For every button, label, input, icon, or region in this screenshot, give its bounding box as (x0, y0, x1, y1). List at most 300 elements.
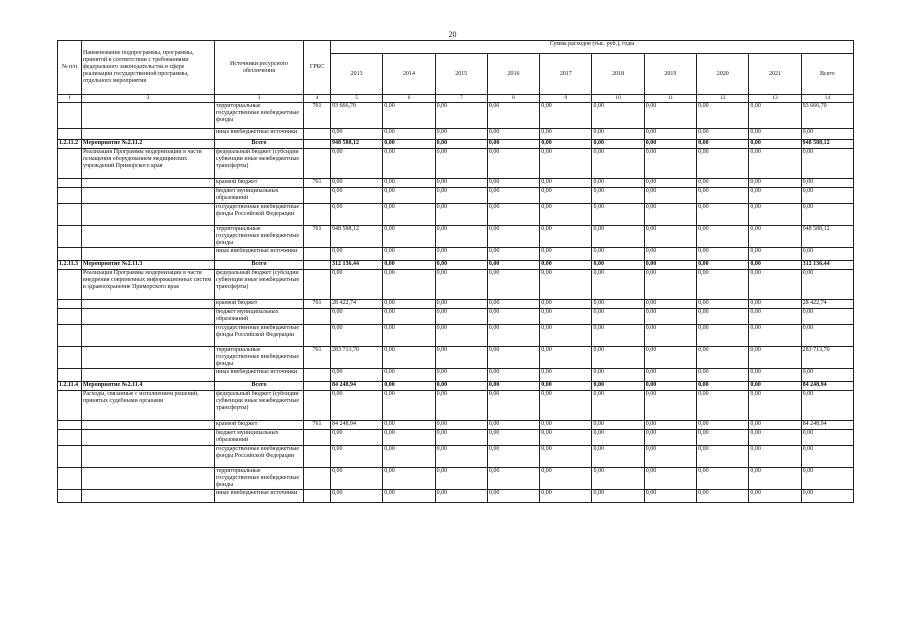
row-value: 0,00 (697, 391, 749, 421)
row-value: 0,00 (749, 421, 801, 430)
table-row (58, 300, 854, 309)
row-value: 0,00 (644, 309, 696, 325)
row-grbs: 761 (304, 179, 331, 188)
row-source: бюджет муниципальных образований (215, 309, 304, 325)
row-value: 0,00 (592, 347, 644, 369)
row-value: 0,00 (383, 490, 435, 503)
row-value: 0,00 (749, 382, 801, 391)
row-source: государственные внебюджетные фонды Российской Федерации (215, 446, 304, 468)
header-year: 2020 (697, 54, 749, 95)
row-name (82, 226, 215, 248)
column-number: 1 (58, 95, 82, 103)
row-name (82, 129, 215, 140)
row-index (58, 421, 82, 430)
row-value: 0,00 (435, 325, 487, 347)
row-name (82, 300, 215, 309)
row-value: 0,00 (435, 309, 487, 325)
row-value: 0,00 (592, 430, 644, 446)
row-value: 0,00 (383, 261, 435, 270)
row-value: 0,00 (697, 300, 749, 309)
row-value: 0,00 (435, 446, 487, 468)
row-value: 0,00 (487, 204, 539, 226)
row-value: 0,00 (540, 369, 592, 382)
row-value: 0,00 (592, 140, 644, 149)
row-value: 0,00 (331, 369, 383, 382)
row-value: 0,00 (644, 446, 696, 468)
row-value: 0,00 (592, 421, 644, 430)
row-value: 0,00 (435, 204, 487, 226)
row-value: 0,00 (644, 369, 696, 382)
row-value: 0,00 (540, 248, 592, 261)
table-row (58, 391, 854, 421)
row-name (82, 179, 215, 188)
row-source: краевой бюджет (215, 300, 304, 309)
row-value: 0,00 (592, 300, 644, 309)
row-name (82, 369, 215, 382)
row-value: 0,00 (435, 300, 487, 309)
row-value: 28 422,74 (331, 300, 383, 309)
row-value: 0,00 (435, 391, 487, 421)
row-grbs (304, 430, 331, 446)
row-value: 0,00 (331, 129, 383, 140)
row-value: 0,00 (540, 382, 592, 391)
row-value: 0,00 (435, 129, 487, 140)
column-number: 7 (435, 95, 487, 103)
row-value: 0,00 (540, 270, 592, 300)
row-value: 0,00 (435, 226, 487, 248)
row-value: 0,00 (331, 188, 383, 204)
row-name (82, 421, 215, 430)
row-source: бюджет муниципальных образований (215, 188, 304, 204)
column-number: 8 (487, 95, 539, 103)
column-number: 12 (697, 95, 749, 103)
table-row (58, 129, 854, 140)
row-source: территориальные государственные внебюджетные фонды (215, 347, 304, 369)
row-value: 28 422,74 (801, 300, 853, 309)
row-name (82, 446, 215, 468)
row-value: 0,00 (749, 179, 801, 188)
row-value: 0,00 (487, 325, 539, 347)
header-year: 2017 (540, 54, 592, 95)
row-source: федеральный бюджет (субсидии субвенции иные межбюджетные трансферты) (215, 391, 304, 421)
row-value: 0,00 (435, 421, 487, 430)
row-value: 0,00 (540, 490, 592, 503)
header-source: Источники ресурсного обеспечения (215, 41, 304, 95)
row-value: 0,00 (644, 300, 696, 309)
row-value: 0,00 (540, 188, 592, 204)
row-value: 0,00 (383, 391, 435, 421)
row-source: федеральный бюджет (субсидии субвенции иные межбюджетные трансферты) (215, 149, 304, 179)
row-value: 0,00 (801, 204, 853, 226)
row-value: 0,00 (592, 188, 644, 204)
row-value: 283 713,70 (801, 347, 853, 369)
row-value: 0,00 (383, 325, 435, 347)
row-value: 0,00 (435, 270, 487, 300)
row-value: 0,00 (592, 369, 644, 382)
table-row (58, 421, 854, 430)
row-value: 0,00 (697, 421, 749, 430)
row-value: 0,00 (487, 391, 539, 421)
row-value: 0,00 (801, 325, 853, 347)
row-grbs: 761 (304, 300, 331, 309)
row-value: 0,00 (644, 188, 696, 204)
row-source: Всего (215, 261, 304, 270)
row-grbs (304, 382, 331, 391)
row-value: 0,00 (592, 149, 644, 179)
header-name: Наименование подпрограммы, программы, принятой в соответствии с требованиями федерального законодательства в сфере реализации государственной программы, отдельного мероприятия (82, 41, 215, 95)
row-value: 0,00 (487, 468, 539, 490)
row-value: 93 666,70 (801, 103, 853, 129)
row-value: 0,00 (697, 140, 749, 149)
row-value: 0,00 (383, 188, 435, 204)
table-row (58, 430, 854, 446)
row-name: Расходы, связанные с исполнением решений, принятых судебными органами (82, 391, 215, 421)
column-number: 5 (331, 95, 383, 103)
header-year: 2014 (383, 54, 435, 95)
table-row (58, 468, 854, 490)
row-value: 0,00 (801, 179, 853, 188)
row-index (58, 309, 82, 325)
table-row (58, 347, 854, 369)
row-value: 0,00 (592, 226, 644, 248)
row-value: 84 248,94 (331, 421, 383, 430)
column-number: 10 (592, 95, 644, 103)
header-index: № п/п (58, 41, 82, 95)
row-grbs (304, 468, 331, 490)
row-value: 0,00 (749, 325, 801, 347)
row-value: 0,00 (487, 103, 539, 129)
row-value: 0,00 (592, 103, 644, 129)
row-value: 0,00 (592, 270, 644, 300)
row-source: Всего (215, 382, 304, 391)
row-value: 0,00 (540, 347, 592, 369)
row-source: государственные внебюджетные фонды Российской Федерации (215, 204, 304, 226)
row-value: 0,00 (644, 382, 696, 391)
table-row (58, 179, 854, 188)
row-value: 0,00 (749, 430, 801, 446)
row-value: 0,00 (644, 347, 696, 369)
row-value: 0,00 (644, 129, 696, 140)
row-value: 0,00 (383, 421, 435, 430)
row-value: 0,00 (592, 468, 644, 490)
row-value: 0,00 (540, 325, 592, 347)
row-index (58, 391, 82, 421)
table-row (58, 226, 854, 248)
row-value: 0,00 (540, 179, 592, 188)
header-year: 2016 (487, 54, 539, 95)
row-value: 0,00 (697, 129, 749, 140)
row-value: 0,00 (801, 446, 853, 468)
row-value: 0,00 (487, 261, 539, 270)
row-value: 0,00 (801, 430, 853, 446)
table-row (58, 261, 854, 270)
table-row (58, 382, 854, 391)
row-value: 0,00 (697, 468, 749, 490)
row-value: 0,00 (540, 468, 592, 490)
row-value: 0,00 (331, 204, 383, 226)
row-index (58, 129, 82, 140)
row-value: 0,00 (540, 140, 592, 149)
row-grbs (304, 369, 331, 382)
row-value: 0,00 (540, 446, 592, 468)
row-value: 0,00 (749, 468, 801, 490)
row-value: 0,00 (540, 391, 592, 421)
row-source: бюджет муниципальных образований (215, 430, 304, 446)
row-value: 0,00 (749, 261, 801, 270)
row-grbs (304, 490, 331, 503)
row-value: 0,00 (697, 382, 749, 391)
table-row (58, 140, 854, 149)
row-value: 0,00 (697, 270, 749, 300)
row-grbs (304, 270, 331, 300)
column-number: 3 (215, 95, 304, 103)
row-name: Мероприятие №2.11.3 (82, 261, 215, 270)
row-index (58, 325, 82, 347)
row-grbs (304, 325, 331, 347)
row-value: 0,00 (644, 140, 696, 149)
table-row (58, 204, 854, 226)
row-value: 0,00 (435, 188, 487, 204)
table-row (58, 369, 854, 382)
row-value: 0,00 (644, 226, 696, 248)
row-value: 0,00 (383, 446, 435, 468)
row-value: 0,00 (435, 261, 487, 270)
row-value: 0,00 (540, 149, 592, 179)
row-value: 0,00 (331, 248, 383, 261)
row-value: 0,00 (383, 248, 435, 261)
row-value: 0,00 (383, 129, 435, 140)
row-value: 0,00 (487, 149, 539, 179)
header-year: Всего (801, 54, 853, 95)
row-value: 0,00 (801, 468, 853, 490)
row-value: 0,00 (487, 179, 539, 188)
column-number: 4 (304, 95, 331, 103)
row-value: 0,00 (644, 430, 696, 446)
row-value: 312 136,44 (801, 261, 853, 270)
row-value: 0,00 (592, 325, 644, 347)
row-name (82, 430, 215, 446)
row-value: 0,00 (540, 421, 592, 430)
row-name (82, 204, 215, 226)
row-value: 0,00 (697, 188, 749, 204)
row-value: 0,00 (749, 149, 801, 179)
row-value: 0,00 (592, 382, 644, 391)
row-value: 0,00 (383, 140, 435, 149)
row-grbs (304, 204, 331, 226)
row-grbs (304, 188, 331, 204)
row-index (58, 204, 82, 226)
row-value: 0,00 (697, 204, 749, 226)
row-value: 0,00 (435, 430, 487, 446)
row-grbs: 761 (304, 421, 331, 430)
row-value: 0,00 (749, 248, 801, 261)
row-value: 0,00 (697, 369, 749, 382)
row-value: 0,00 (383, 226, 435, 248)
row-grbs (304, 129, 331, 140)
row-source: федеральный бюджет (субсидии субвенции иные межбюджетные трансферты) (215, 270, 304, 300)
row-index (58, 270, 82, 300)
row-source: иные внебюджетные источники (215, 129, 304, 140)
row-value: 0,00 (644, 179, 696, 188)
row-value: 0,00 (383, 309, 435, 325)
row-value: 0,00 (383, 347, 435, 369)
row-value: 0,00 (801, 270, 853, 300)
column-number: 6 (383, 95, 435, 103)
row-value: 0,00 (331, 430, 383, 446)
row-value: 0,00 (697, 179, 749, 188)
row-index (58, 149, 82, 179)
row-name: Реализация Программы модернизации в части оснащения оборудованием медицинских учреждений Приморского края (82, 149, 215, 179)
row-source: Всего (215, 140, 304, 149)
row-name (82, 103, 215, 129)
row-name (82, 248, 215, 261)
row-value: 0,00 (487, 446, 539, 468)
row-index (58, 490, 82, 503)
row-source: территориальные государственные внебюджетные фонды (215, 226, 304, 248)
row-value: 0,00 (487, 382, 539, 391)
row-value: 0,00 (435, 140, 487, 149)
page-number: 20 (448, 30, 457, 39)
row-value: 0,00 (487, 369, 539, 382)
row-name (82, 468, 215, 490)
row-value: 0,00 (697, 309, 749, 325)
row-value: 0,00 (331, 468, 383, 490)
row-index (58, 430, 82, 446)
row-value: 0,00 (801, 369, 853, 382)
row-value: 0,00 (383, 300, 435, 309)
header-year: 2019 (644, 54, 696, 95)
row-value: 0,00 (697, 490, 749, 503)
row-value: 0,00 (487, 421, 539, 430)
row-value: 0,00 (435, 369, 487, 382)
row-value: 0,00 (487, 129, 539, 140)
row-name: Реализация Программы модернизации в части внедрения современных информационных систем в здравоохранение Приморского края (82, 270, 215, 300)
row-value: 0,00 (487, 140, 539, 149)
row-value: 0,00 (801, 188, 853, 204)
row-value: 0,00 (644, 421, 696, 430)
row-index (58, 468, 82, 490)
row-value: 0,00 (644, 468, 696, 490)
row-grbs (304, 140, 331, 149)
row-grbs (304, 149, 331, 179)
column-number: 9 (540, 95, 592, 103)
row-value: 0,00 (644, 490, 696, 503)
header-year: 2015 (435, 54, 487, 95)
row-index (58, 369, 82, 382)
row-source: иные внебюджетные источники (215, 248, 304, 261)
row-value: 0,00 (435, 490, 487, 503)
row-name (82, 309, 215, 325)
row-value: 0,00 (383, 430, 435, 446)
row-value: 0,00 (749, 129, 801, 140)
table-row (58, 490, 854, 503)
row-value: 0,00 (644, 248, 696, 261)
row-value: 0,00 (487, 309, 539, 325)
budget-table (57, 40, 854, 503)
row-grbs: 761 (304, 347, 331, 369)
row-value: 948 588,12 (331, 226, 383, 248)
column-number: 13 (749, 95, 801, 103)
column-number: 14 (801, 95, 853, 103)
row-value: 0,00 (435, 248, 487, 261)
row-value: 0,00 (487, 270, 539, 300)
row-value: 0,00 (435, 179, 487, 188)
row-value: 0,00 (592, 446, 644, 468)
row-value: 0,00 (487, 248, 539, 261)
row-value: 0,00 (697, 149, 749, 179)
table-row (58, 270, 854, 300)
row-value: 0,00 (383, 179, 435, 188)
row-value: 84 248,94 (801, 382, 853, 391)
row-value: 0,00 (383, 369, 435, 382)
row-value: 84 248,94 (331, 382, 383, 391)
row-index (58, 226, 82, 248)
row-value: 0,00 (697, 430, 749, 446)
row-value: 0,00 (697, 226, 749, 248)
row-value: 0,00 (749, 300, 801, 309)
row-value: 0,00 (749, 309, 801, 325)
row-grbs (304, 446, 331, 468)
table-row (58, 325, 854, 347)
row-value: 0,00 (644, 261, 696, 270)
row-value: 0,00 (801, 490, 853, 503)
row-index (58, 300, 82, 309)
row-value: 0,00 (435, 103, 487, 129)
header-grbs: ГРБС (304, 41, 331, 95)
row-index: 1.2.11.2 (58, 140, 82, 149)
row-source: иные внебюджетные источники (215, 490, 304, 503)
row-value: 0,00 (383, 103, 435, 129)
row-value: 0,00 (592, 490, 644, 503)
row-source: территориальные государственные внебюджетные фонды (215, 103, 304, 129)
row-value: 84 248,94 (801, 421, 853, 430)
row-grbs (304, 248, 331, 261)
row-value: 0,00 (383, 204, 435, 226)
row-value: 948 588,12 (801, 140, 853, 149)
header-sum: Сумма расходов (тыс. руб.), годы (331, 41, 854, 54)
row-name (82, 347, 215, 369)
row-value: 0,00 (540, 309, 592, 325)
row-index (58, 188, 82, 204)
row-value: 0,00 (487, 347, 539, 369)
row-value: 0,00 (435, 382, 487, 391)
row-source: государственные внебюджетные фонды Российской Федерации (215, 325, 304, 347)
row-value: 312 136,44 (331, 261, 383, 270)
row-value: 0,00 (644, 103, 696, 129)
row-name: Мероприятие №2.11.2 (82, 140, 215, 149)
row-value: 0,00 (592, 129, 644, 140)
row-value: 0,00 (540, 129, 592, 140)
header-year: 2018 (592, 54, 644, 95)
table-row (58, 188, 854, 204)
row-value: 0,00 (487, 490, 539, 503)
row-name (82, 325, 215, 347)
row-grbs: 761 (304, 103, 331, 129)
row-name: Мероприятие №2.11.4 (82, 382, 215, 391)
row-value: 0,00 (749, 270, 801, 300)
row-value: 0,00 (801, 391, 853, 421)
row-value: 0,00 (644, 325, 696, 347)
row-value: 0,00 (383, 270, 435, 300)
row-value: 0,00 (383, 149, 435, 179)
table-row (58, 103, 854, 129)
row-value: 0,00 (749, 103, 801, 129)
row-value: 0,00 (435, 149, 487, 179)
row-value: 0,00 (592, 309, 644, 325)
row-value: 0,00 (592, 179, 644, 188)
row-value: 0,00 (487, 430, 539, 446)
row-value: 0,00 (540, 430, 592, 446)
